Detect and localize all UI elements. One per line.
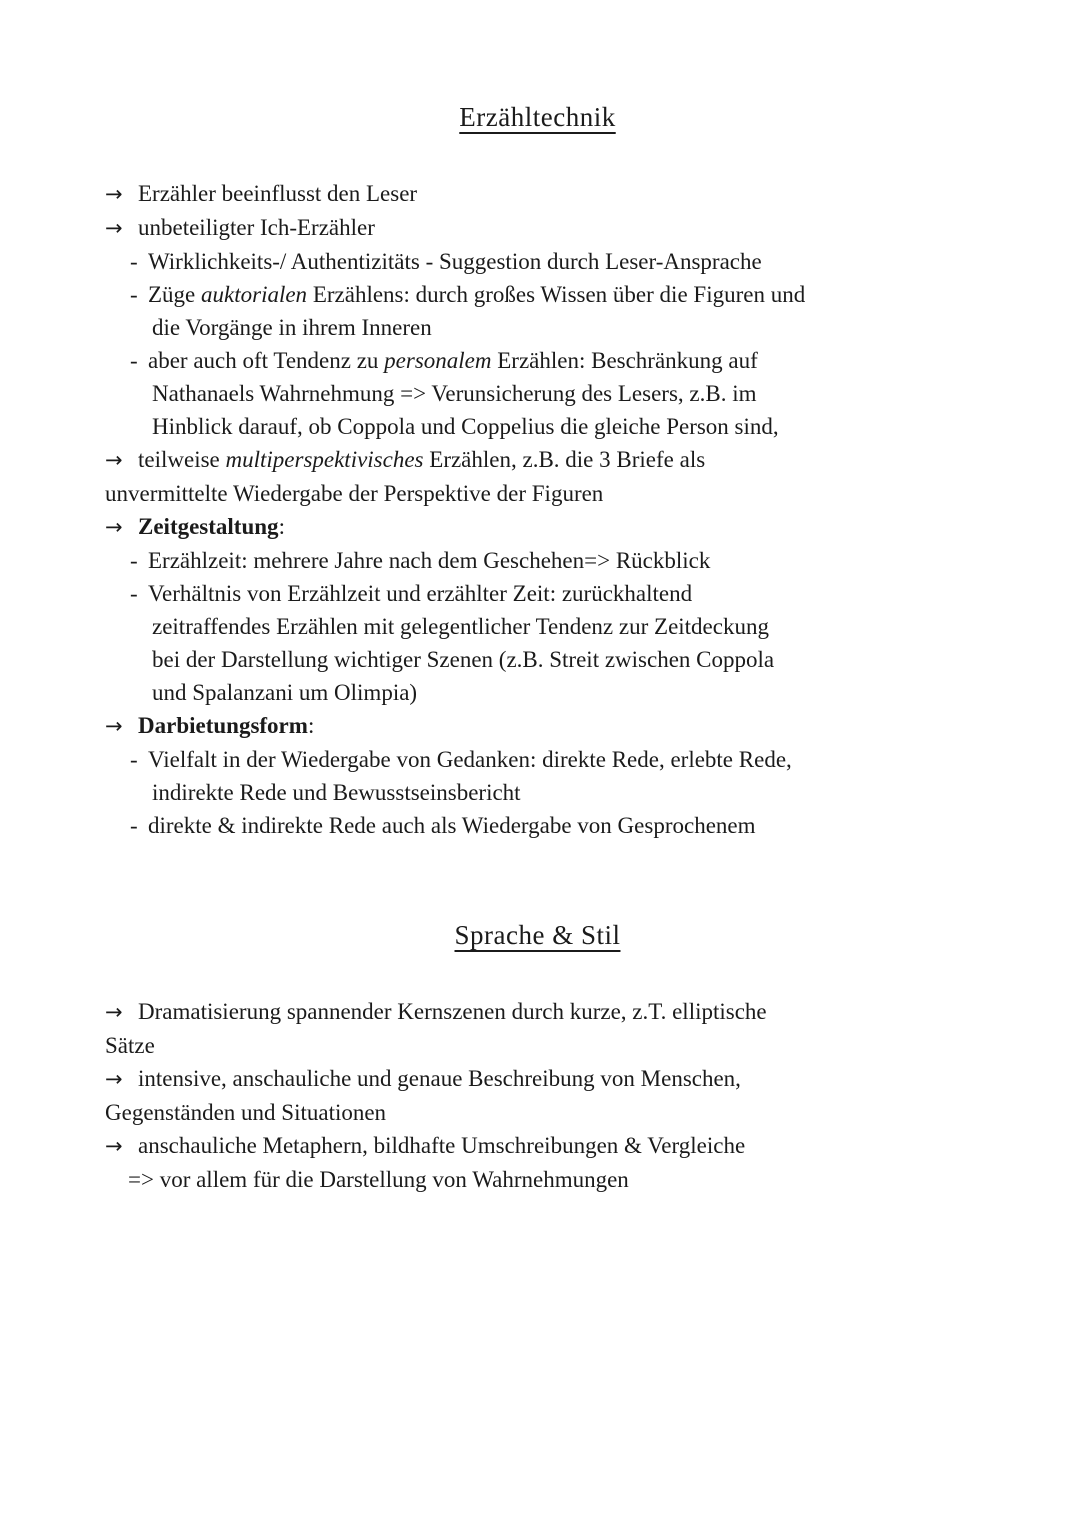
text-segment: Dramatisierung spannender Kernszenen durch kurze, z.T. elliptische — [138, 999, 767, 1024]
dash-bullet-icon: - — [130, 813, 138, 838]
text-segment: Verhältnis von Erzählzeit und erzählter Zeit: zurückhaltend — [148, 581, 693, 606]
text-segment: unbeteiligter Ich-Erzähler — [138, 215, 375, 240]
arrow-bullet-icon: → — [105, 1134, 123, 1158]
text-line — [105, 1029, 1020, 1062]
text-line — [105, 544, 1020, 577]
text-segment: Gegenständen und Situationen — [105, 1100, 387, 1125]
section-erzaehltechnik — [105, 102, 1020, 842]
text-line — [105, 743, 1020, 776]
text-segment: Erzählens: durch großes Wissen über die Figuren und — [307, 282, 806, 307]
text-line — [105, 377, 1020, 410]
text-segment: : — [278, 514, 285, 539]
text-segment: intensive, anschauliche und genaue Beschreibung von Menschen, — [138, 1066, 741, 1091]
text-line — [105, 245, 1020, 278]
arrow-bullet-icon: → — [105, 182, 123, 206]
section-title-sprache-stil: Sprache & Stil — [454, 920, 621, 950]
arrow-bullet-icon: → — [105, 515, 123, 539]
text-line — [105, 443, 1020, 477]
text-segment: die Vorgänge in ihrem Inneren — [152, 315, 432, 340]
text-segment: Sätze — [105, 1033, 155, 1058]
text-line — [105, 311, 1020, 344]
text-segment: Erzählen, z.B. die 3 Briefe als — [423, 447, 706, 472]
section-title-erzaehltechnik: Erzähltechnik — [459, 102, 616, 132]
section-body-sprache-stil — [105, 995, 1020, 1196]
text-segment: aber auch oft Tendenz zu — [148, 348, 385, 373]
text-line — [105, 776, 1020, 809]
text-segment: multiperspektivisches — [225, 447, 424, 472]
text-segment: unvermittelte Wiedergabe der Perspektive der Figuren — [105, 481, 604, 506]
dash-bullet-icon: - — [130, 581, 138, 606]
text-line — [105, 344, 1020, 377]
dash-bullet-icon: - — [130, 548, 138, 573]
text-line — [105, 1062, 1020, 1096]
text-line — [105, 477, 1020, 510]
text-segment: auktorialen — [201, 282, 308, 307]
text-line — [105, 709, 1020, 743]
text-segment: : — [307, 713, 315, 738]
text-segment: => vor allem für die Darstellung von Wahrnehmungen — [128, 1167, 629, 1192]
dash-bullet-icon: - — [130, 282, 138, 307]
text-line — [105, 577, 1020, 610]
text-segment: Nathanaels Wahrnehmung => Verunsicherung des Lesers, z.B. im — [152, 381, 757, 406]
text-segment: Vielfalt in der Wiedergabe von Gedanken: direkte Rede, erlebte Rede, — [148, 747, 792, 772]
arrow-bullet-icon: → — [105, 714, 123, 738]
text-line — [105, 211, 1020, 245]
text-segment: Hinblick darauf, ob Coppola und Coppelius die gleiche Person sind, — [152, 414, 779, 439]
text-line — [105, 177, 1020, 211]
text-segment: bei der Darstellung wichtiger Szenen (z.B. Streit zwischen Coppola — [152, 647, 775, 672]
text-segment: personalem — [384, 348, 492, 373]
dash-bullet-icon: - — [130, 348, 138, 373]
arrow-bullet-icon: → — [105, 1067, 123, 1091]
text-segment: Züge — [148, 282, 202, 307]
text-line — [105, 643, 1020, 676]
text-line — [105, 1096, 1020, 1129]
text-segment: teilweise — [138, 447, 226, 472]
text-segment: Wirklichkeits-/ Authentizitäts - Suggestion durch Leser-Ansprache — [148, 249, 762, 274]
text-segment: zeitraffendes Erzählen mit gelegentlicher Tendenz zur Zeitdeckung — [152, 614, 769, 639]
text-line — [105, 1129, 1020, 1163]
text-line — [105, 809, 1020, 842]
text-segment: indirekte Rede und Bewusstseinsbericht — [152, 780, 521, 805]
text-segment: und Spalanzani um Olimpia) — [152, 680, 418, 705]
dash-bullet-icon: - — [130, 747, 138, 772]
arrow-bullet-icon: → — [105, 216, 123, 240]
text-line — [105, 410, 1020, 443]
arrow-bullet-icon: → — [105, 448, 123, 472]
text-segment: direkte & indirekte Rede auch als Wiedergabe von Gesprochenem — [148, 813, 756, 838]
section-body-erzaehltechnik — [105, 177, 1020, 842]
text-line — [105, 676, 1020, 709]
text-line — [105, 995, 1020, 1029]
text-segment: Erzählen: Beschränkung auf — [491, 348, 758, 373]
text-segment: Darbietungsform — [138, 713, 308, 738]
text-line — [105, 278, 1020, 311]
text-segment: Zeitgestaltung — [138, 514, 279, 539]
arrow-bullet-icon: → — [105, 1000, 123, 1024]
section-sprache-stil — [105, 920, 1020, 1196]
text-line — [105, 510, 1020, 544]
text-line — [105, 1163, 1020, 1196]
text-segment: Erzähler beeinflusst den Leser — [138, 181, 418, 206]
dash-bullet-icon: - — [130, 249, 138, 274]
text-line — [105, 610, 1020, 643]
text-segment: Erzählzeit: mehrere Jahre nach dem Geschehen=> Rückblick — [148, 548, 711, 573]
text-segment: anschauliche Metaphern, bildhafte Umschreibungen & Vergleiche — [138, 1133, 746, 1158]
